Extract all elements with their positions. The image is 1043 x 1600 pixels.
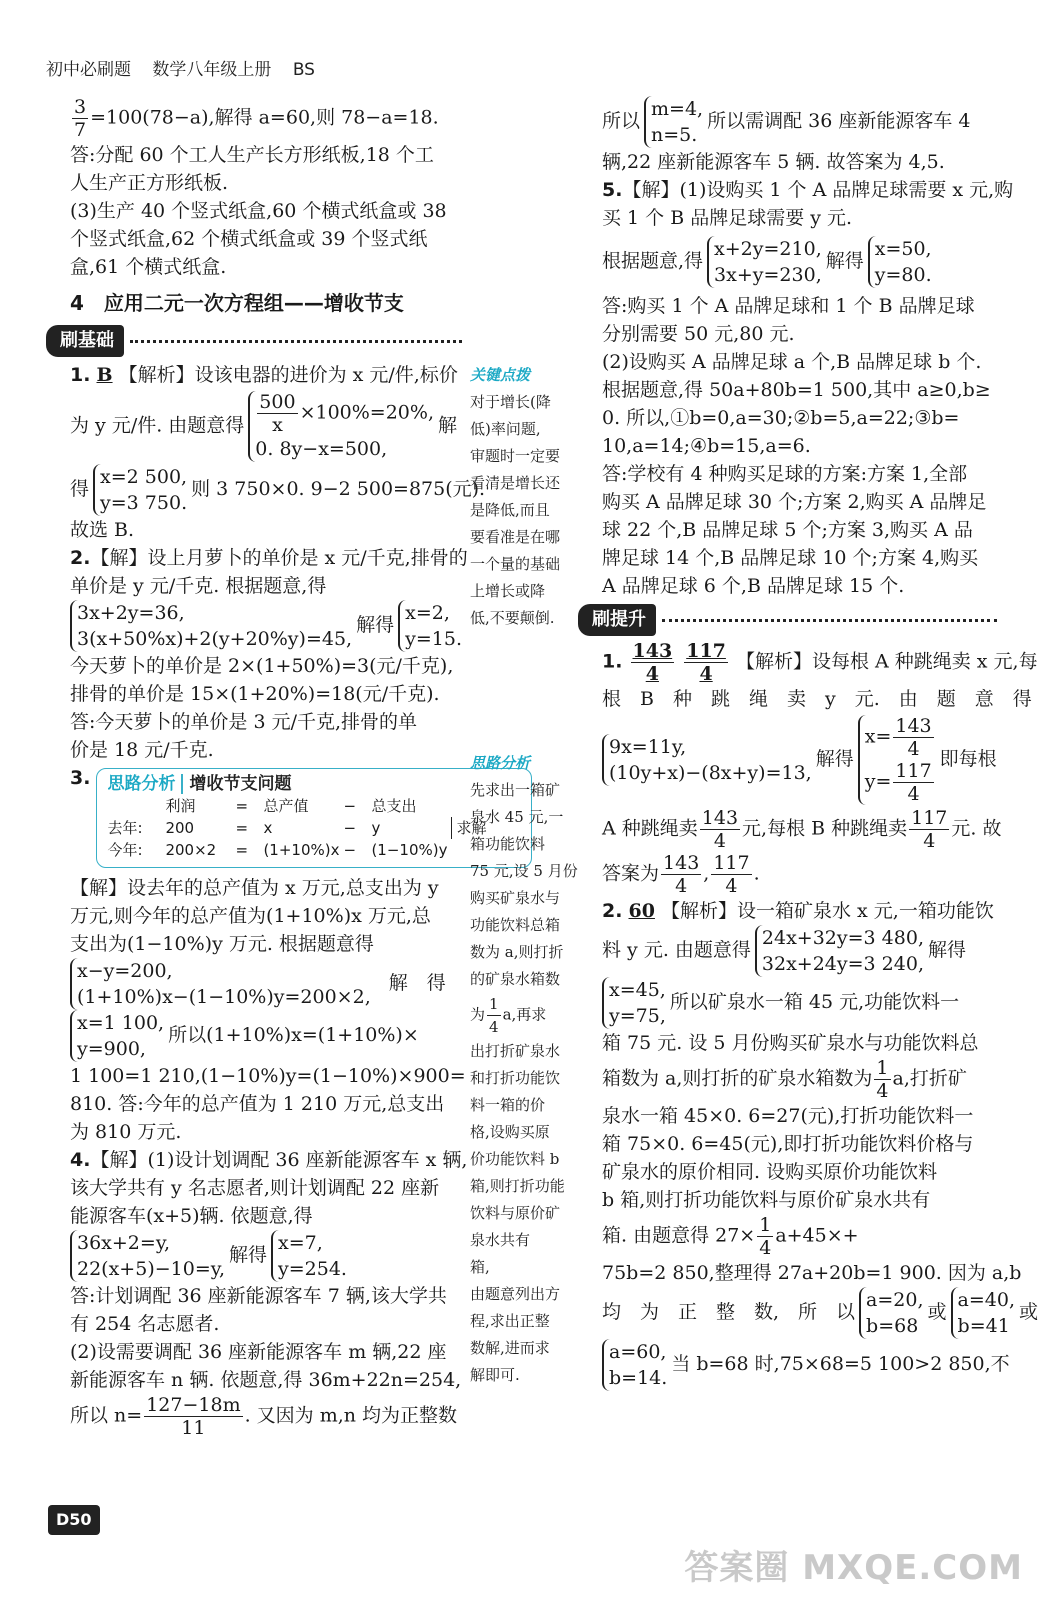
p2-line: 箱. 由题意得 27× $\frac{1}{4}$ a+45×+ bbox=[602, 1214, 859, 1259]
text-line: 个竖式纸盒,62 个横式纸盒或 39 个竖式纸 bbox=[70, 228, 428, 250]
q2-line: 价是 18 元/千克. bbox=[70, 739, 214, 761]
text-line: 盒,61 个横式纸盒. bbox=[70, 256, 227, 278]
q5-line: 分别需要 50 元,80 元. bbox=[602, 323, 795, 345]
p2-line: 75b=2 850,整理得 27a+20b=1 900. 因为 a,b bbox=[602, 1262, 1022, 1284]
text-line: 所以m=4, n=5.所以需调配 36 座新能源客车 4 bbox=[602, 98, 971, 146]
side-note-key-point: 关键点拨 对于增长(降 低)率问题, 审题时一定要 看清是增长还 是降低,而且 要看准是在哪 一个量的基础 上增长或降 低,不要颠倒. bbox=[470, 366, 561, 627]
book-subject: 数学八年级上册 bbox=[152, 60, 272, 80]
p2-line: 箱数为 a,则打折的矿泉水箱数为 $\frac{1}{4}$ a,打折矿 bbox=[602, 1057, 967, 1102]
equation-system: x+2y=210, 3x+y=230, bbox=[707, 236, 822, 288]
basic-banner: 刷基础 bbox=[46, 325, 462, 357]
q4-line: 新能源客车 n 辆. 依题意,得 36m+22n=254, bbox=[70, 1369, 462, 1391]
q5-line: 5.【解】(1)设购买 1 个 A 品牌足球需要 x 元,购 bbox=[602, 179, 1014, 201]
q4-line: (2)设需要调配 36 座新能源客车 m 辆,22 座 bbox=[70, 1341, 447, 1363]
q4-line: 4.【解】(1)设计划调配 36 座新能源客车 x 辆, bbox=[70, 1149, 468, 1171]
q5-line: 0. 所以,①b=0,a=30;②b=5,a=22;③b= bbox=[602, 407, 960, 429]
right-column bbox=[592, 96, 1039, 1391]
equation-system: $\frac{500}{x}$ ×100%=20%, 0. 8y−x=500, bbox=[248, 391, 434, 462]
side-note-analysis: 思路分析 先求出一箱矿 泉水 45 元,一 箱功能饮料 75 元,设 5 月份 购买矿泉水与 功能饮料总箱 数为 a,则打折 的矿泉水箱数 为 $\frac{1}{4}$ a,再求 出打折矿泉水 和打折功能饮 料一箱的价 格,设购买原 价功能饮料 b 箱,则打折功能 饮料与原价矿 泉水共有 箱, 由题意列出方 程,求出正整 数解,进而求 解即可. bbox=[470, 754, 578, 1384]
book-title: 初中必刷题 bbox=[46, 60, 131, 80]
q4-line: 36x+2=y, 22(x+5)−10=y,解得x=7, y=254. bbox=[70, 1230, 462, 1282]
p1-line: A 种跳绳卖 $\frac{143}{4}$ 元,每根 B 种跳绳卖 $\frac{117}{4}$ 元. 故 bbox=[602, 807, 1002, 852]
p2-line: a=60, b=14.当 b=68 时,75×68=5 100>2 850,不 bbox=[602, 1339, 997, 1391]
q5-line: 球 22 个,B 品牌足球 5 个;方案 3,购买 A 品 bbox=[602, 519, 973, 541]
p1-line: 答案为 $\frac{143}{4}$ , $\frac{117}{4}$ . bbox=[602, 852, 760, 897]
q5-line: 10,a=14;④b=15,a=6. bbox=[602, 435, 811, 457]
q1-line: 1. B 【解析】设该电器的进价为 x 元/件,标价 bbox=[70, 364, 458, 386]
text-line: (3)生产 40 个竖式纸盒,60 个横式纸盒或 38 bbox=[70, 200, 447, 222]
q3-header: 3. 思路分析 增收节支问题 利润 = 总产值 − 总支出 去年: 200 = x − y 求解 今年: 200×2 = (1+10%)x − (1−10%)y bbox=[70, 764, 462, 874]
q3-line: x−y=200, (1+10%)x−(1−10%)y=200×2,解 得 bbox=[70, 958, 462, 1010]
p2-line: 矿泉水的原价相同. 设购买原价功能饮料 bbox=[602, 1161, 938, 1183]
equation-system: 3x+2y=36, 3(x+50%x)+2(y+20%y)=45, bbox=[70, 600, 352, 652]
q4-line: 答:计划调配 36 座新能源客车 7 辆,该大学共 bbox=[70, 1285, 447, 1307]
q2-line: 单价是 y 元/千克. 根据题意,得 bbox=[70, 575, 327, 597]
p1-line: 1. $\frac{143}{4}$ $\frac{117}{4}$ 【解析】设每根 A 种跳绳卖 x 元,每 bbox=[602, 640, 1038, 685]
p2-answer: 60 bbox=[628, 900, 655, 922]
q5-line: (2)设购买 A 品牌足球 a 个,B 品牌足球 b 个. bbox=[602, 351, 982, 373]
q2-line: 排骨的单价是 15×(1+20%)=18(元/千克). bbox=[70, 683, 440, 705]
solution-system: x=2 500, y=3 750. bbox=[93, 464, 187, 516]
q5-line: A 品牌足球 6 个,B 品牌足球 15 个. bbox=[602, 575, 905, 597]
q4-line: 能源客车(x+5)辆. 依题意,得 bbox=[70, 1205, 313, 1227]
text-line: 答:分配 60 个工人生产长方形纸板,18 个工 bbox=[70, 144, 434, 166]
page-number: D50 bbox=[48, 1505, 100, 1535]
p1-line: 9x=11y, (10y+x)−(8x+y)=13,解得x= $\frac{143}{4}$ y= $\frac{117}{4}$ 即每根 bbox=[602, 715, 997, 805]
solution-system: a=40, b=41 bbox=[951, 1287, 1015, 1339]
q3-line: 为 810 万元. bbox=[70, 1121, 182, 1143]
p2-line: 均 为 正 整 数, 所 以a=20, b=68或a=40, b=41或 bbox=[602, 1289, 1039, 1337]
p2-line: 2. 60 【解析】设一箱矿泉水 x 元,一箱功能饮 bbox=[602, 900, 994, 922]
q5-line: 根据题意,得 50a+80b=1 500,其中 a≥0,b≥ bbox=[602, 379, 991, 401]
p1-line: 根 B 种 跳 绳 卖 y 元. 由 题 意 得 bbox=[602, 688, 1032, 710]
fraction: $\frac{3}{7}$ bbox=[74, 96, 87, 141]
q3-line: 1 100=1 210,(1−10%)y=(1−10%)×900= bbox=[70, 1065, 466, 1087]
p2-line: 箱 75×0. 6=45(元),即打折功能饮料价格与 bbox=[602, 1133, 974, 1155]
left-column bbox=[60, 96, 487, 1439]
solution-system: a=60, b=14. bbox=[602, 1339, 667, 1391]
q2-line: 今天萝卜的单价是 2×(1+50%)=3(元/千克), bbox=[70, 655, 454, 677]
q3-line: 万元,则今年的总产值为(1+10%)x 万元,总 bbox=[70, 905, 431, 927]
text-line: $\frac{3}{7}$ =100(78−a),解得 a=60,则 78−a=18. bbox=[74, 96, 439, 141]
analysis-grid: 利润 = 总产值 − 总支出 去年: 200 = x − y 求解 今年: 200×2 = (1+10%)x − (1−10%)y bbox=[107, 795, 521, 861]
solution-system: x=7, y=254. bbox=[271, 1230, 347, 1282]
equation-system: 9x=11y, (10y+x)−(8x+y)=13, bbox=[602, 734, 812, 786]
book-edition: BS bbox=[292, 60, 315, 80]
solution-system: x= $\frac{143}{4}$ y= $\frac{117}{4}$ bbox=[858, 715, 936, 805]
q1-line: 故选 B. bbox=[70, 519, 135, 541]
advanced-banner: 刷提升 bbox=[578, 604, 997, 636]
q4-line: 该大学共有 y 名志愿者,则计划调配 22 座新 bbox=[70, 1177, 440, 1199]
equation-system: x−y=200, (1+10%)x−(1−10%)y=200×2, bbox=[70, 958, 371, 1010]
q3-line: x=1 100, y=900,所以(1+10%)x=(1+10%)× bbox=[70, 1010, 462, 1062]
analysis-box: 思路分析 增收节支问题 利润 = 总产值 − 总支出 去年: 200 = x − y 求解 今年: 200×2 = (1+10%)x − (1−10%)y bbox=[96, 768, 532, 868]
q3-line: 810. 答:今年的总产值为 1 210 万元,总支出 bbox=[70, 1093, 445, 1115]
section-title: 4 应用二元一次方程组——增收节支 bbox=[70, 291, 404, 315]
q5-line: 答:购买 1 个 A 品牌足球和 1 个 B 品牌足球 bbox=[602, 295, 975, 317]
q5-line: 答:学校有 4 种购买足球的方案:方案 1,全部 bbox=[602, 463, 968, 485]
q4-line: 有 254 名志愿者. bbox=[70, 1313, 220, 1335]
p2-line: 泉水一箱 45×0. 6=27(元),打折功能饮料一 bbox=[602, 1105, 974, 1127]
text-line: 辆,22 座新能源客车 5 辆. 故答案为 4,5. bbox=[602, 151, 945, 173]
p2-line: b 箱,则打折功能饮料与原价矿泉水共有 bbox=[602, 1189, 931, 1211]
q5-line: 购买 A 品牌足球 30 个;方案 2,购买 A 品牌足 bbox=[602, 491, 987, 513]
p2-line: x=45, y=75,所以矿泉水一箱 45 元,功能饮料一 bbox=[602, 977, 997, 1029]
solution-system: a=20, b=68 bbox=[859, 1287, 923, 1339]
solution-system: x=2, y=15. bbox=[398, 600, 462, 652]
fraction: $\frac{127-18m}{11}$ bbox=[146, 1394, 241, 1439]
q2-line: 3x+2y=36, 3(x+50%x)+2(y+20%y)=45,解得x=2, y=15. bbox=[70, 600, 462, 652]
q5-line: 根据题意,得x+2y=210, 3x+y=230,解得x=50, y=80. bbox=[602, 238, 932, 286]
p2-line: 箱 75 元. 设 5 月份购买矿泉水与功能饮料总 bbox=[602, 1032, 979, 1054]
q1-line: 为 y 元/件. 由题意得 $\frac{500}{x}$ ×100%=20%, 0. 8y−x=500,解 bbox=[70, 391, 458, 460]
solution-system: x=1 100, y=900, bbox=[70, 1010, 164, 1062]
q1-line: 得x=2 500, y=3 750.则 3 750×0. 9−2 500=875(元). bbox=[70, 466, 486, 514]
q3-line: 支出为(1−10%)y 万元. 根据题意得 bbox=[70, 933, 374, 955]
q5-line: 牌足球 14 个,B 品牌足球 10 个;方案 4,购买 bbox=[602, 547, 979, 569]
page-header bbox=[46, 56, 331, 84]
solution-system: x=45, y=75, bbox=[602, 977, 666, 1029]
text-line: 人生产正方形纸板. bbox=[70, 172, 229, 194]
equation-system: 36x+2=y, 22(x+5)−10=y, bbox=[70, 1230, 225, 1282]
q3-line: 【解】设去年的总产值为 x 万元,总支出为 y bbox=[70, 877, 439, 899]
q2-line: 答:今天萝卜的单价是 3 元/千克,排骨的单 bbox=[70, 711, 418, 733]
solution-system: m=4, n=5. bbox=[644, 96, 703, 148]
equation-system: 24x+32y=3 480, 32x+24y=3 240, bbox=[755, 925, 924, 977]
q4-line: 所以 n= $\frac{127-18m}{11}$ . 又因为 m,n 均为正整数 bbox=[70, 1394, 458, 1439]
solution-system: x=50, y=80. bbox=[868, 236, 932, 288]
p2-line: 料 y 元. 由题意得24x+32y=3 480, 32x+24y=3 240,解得 bbox=[602, 927, 966, 975]
q2-line: 2.【解】设上月萝卜的单价是 x 元/千克,排骨的 bbox=[70, 547, 468, 569]
q5-line: 买 1 个 B 品牌足球需要 y 元. bbox=[602, 207, 853, 229]
watermark: 答案圈 MXQE.COM bbox=[684, 1548, 1023, 1588]
q1-answer: B bbox=[96, 364, 113, 386]
